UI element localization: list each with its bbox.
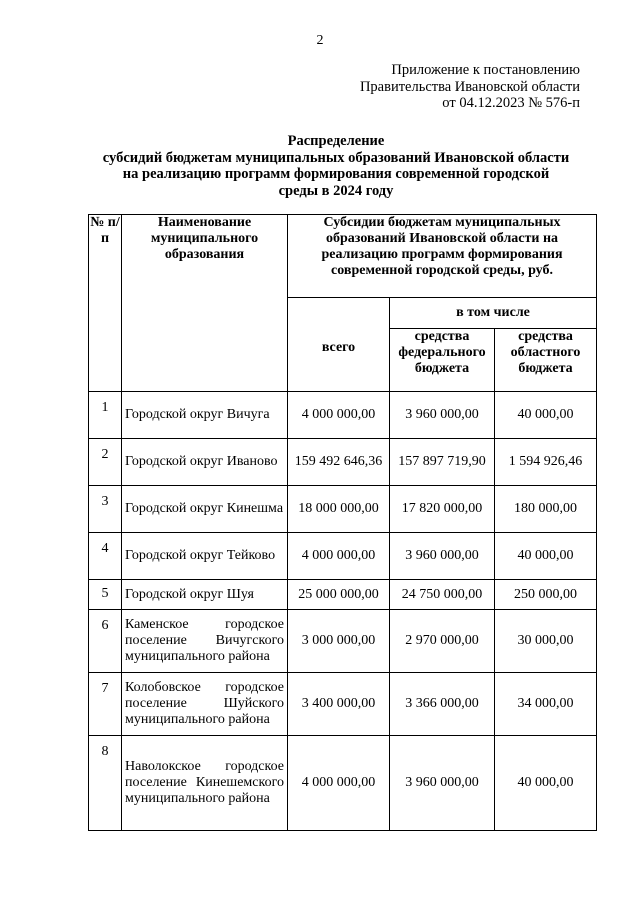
table-row bbox=[89, 736, 597, 831]
header-name: Наименование муниципального образования bbox=[122, 215, 288, 392]
row-regional: 40 000,00 bbox=[495, 736, 597, 831]
row-regional: 40 000,00 bbox=[495, 533, 597, 580]
row-name: Городской округ Иваново bbox=[122, 439, 288, 486]
row-num: 4 bbox=[89, 533, 122, 580]
row-total: 159 492 646,36 bbox=[288, 439, 390, 486]
row-total: 25 000 000,00 bbox=[288, 580, 390, 610]
row-regional: 30 000,00 bbox=[495, 610, 597, 673]
row-federal: 3 960 000,00 bbox=[390, 736, 495, 831]
row-regional: 1 594 926,46 bbox=[495, 439, 597, 486]
table-row bbox=[89, 610, 597, 673]
row-total: 3 000 000,00 bbox=[288, 610, 390, 673]
title-line: среды в 2024 году bbox=[278, 182, 394, 199]
row-total: 3 400 000,00 bbox=[288, 673, 390, 736]
row-federal: 157 897 719,90 bbox=[390, 439, 495, 486]
row-federal: 2 970 000,00 bbox=[390, 610, 495, 673]
row-name: Городской округ Тейково bbox=[122, 533, 288, 580]
table-row bbox=[89, 392, 597, 439]
table-row bbox=[89, 580, 597, 610]
title-line: субсидий бюджетам муниципальных образований Ивановской области bbox=[102, 149, 570, 166]
header-including: в том числе bbox=[390, 298, 597, 329]
appendix-line: от 04.12.2023 № 576-п bbox=[442, 95, 580, 111]
row-total: 18 000 000,00 bbox=[288, 486, 390, 533]
table-row bbox=[89, 673, 597, 736]
row-name: Колобовское городское поселение Шуйского муниципального района bbox=[122, 673, 288, 736]
title-line: на реализацию программ формирования современной городской bbox=[122, 166, 550, 182]
header-regional: средства областного бюджета bbox=[495, 329, 597, 392]
appendix-line: Правительства Ивановской области bbox=[359, 78, 580, 95]
row-name: Городской округ Шуя bbox=[122, 580, 288, 610]
row-name: Каменское городское поселение Вичугского муниципального района bbox=[122, 610, 288, 673]
row-total: 4 000 000,00 bbox=[288, 736, 390, 831]
header-federal: средства федерального бюджета bbox=[390, 329, 495, 392]
row-num: 1 bbox=[89, 392, 122, 439]
row-regional: 40 000,00 bbox=[495, 392, 597, 439]
table-row bbox=[89, 439, 597, 486]
document-title bbox=[80, 133, 592, 199]
row-regional: 34 000,00 bbox=[495, 673, 597, 736]
row-federal: 17 820 000,00 bbox=[390, 486, 495, 533]
appendix-block bbox=[360, 62, 580, 112]
row-num: 8 bbox=[89, 736, 122, 831]
appendix-line: Приложение к постановлению bbox=[391, 62, 580, 78]
header-subsidy: Субсидии бюджетам муниципальных образований Ивановской области на реализацию программ формирования современной городской среды, руб. bbox=[288, 215, 597, 298]
header-total: всего bbox=[288, 298, 390, 392]
row-total: 4 000 000,00 bbox=[288, 392, 390, 439]
row-name: Городской округ Кинешма bbox=[122, 486, 288, 533]
row-num: 7 bbox=[89, 673, 122, 736]
row-federal: 3 960 000,00 bbox=[390, 533, 495, 580]
table-row bbox=[89, 533, 597, 580]
row-name: Городской округ Вичуга bbox=[122, 392, 288, 439]
row-total: 4 000 000,00 bbox=[288, 533, 390, 580]
row-regional: 250 000,00 bbox=[495, 580, 597, 610]
row-federal: 24 750 000,00 bbox=[390, 580, 495, 610]
row-num: 5 bbox=[89, 580, 122, 610]
row-num: 6 bbox=[89, 610, 122, 673]
page-number: 2 bbox=[316, 33, 324, 48]
distribution-table bbox=[88, 214, 597, 831]
table-row bbox=[89, 486, 597, 533]
row-federal: 3 960 000,00 bbox=[390, 392, 495, 439]
row-num: 2 bbox=[89, 439, 122, 486]
row-name: Наволокское городское поселение Кинешемского муниципального района bbox=[122, 736, 288, 831]
row-federal: 3 366 000,00 bbox=[390, 673, 495, 736]
title-line: Распределение bbox=[287, 133, 385, 149]
row-regional: 180 000,00 bbox=[495, 486, 597, 533]
header-num: № п/п bbox=[89, 215, 122, 392]
row-num: 3 bbox=[89, 486, 122, 533]
